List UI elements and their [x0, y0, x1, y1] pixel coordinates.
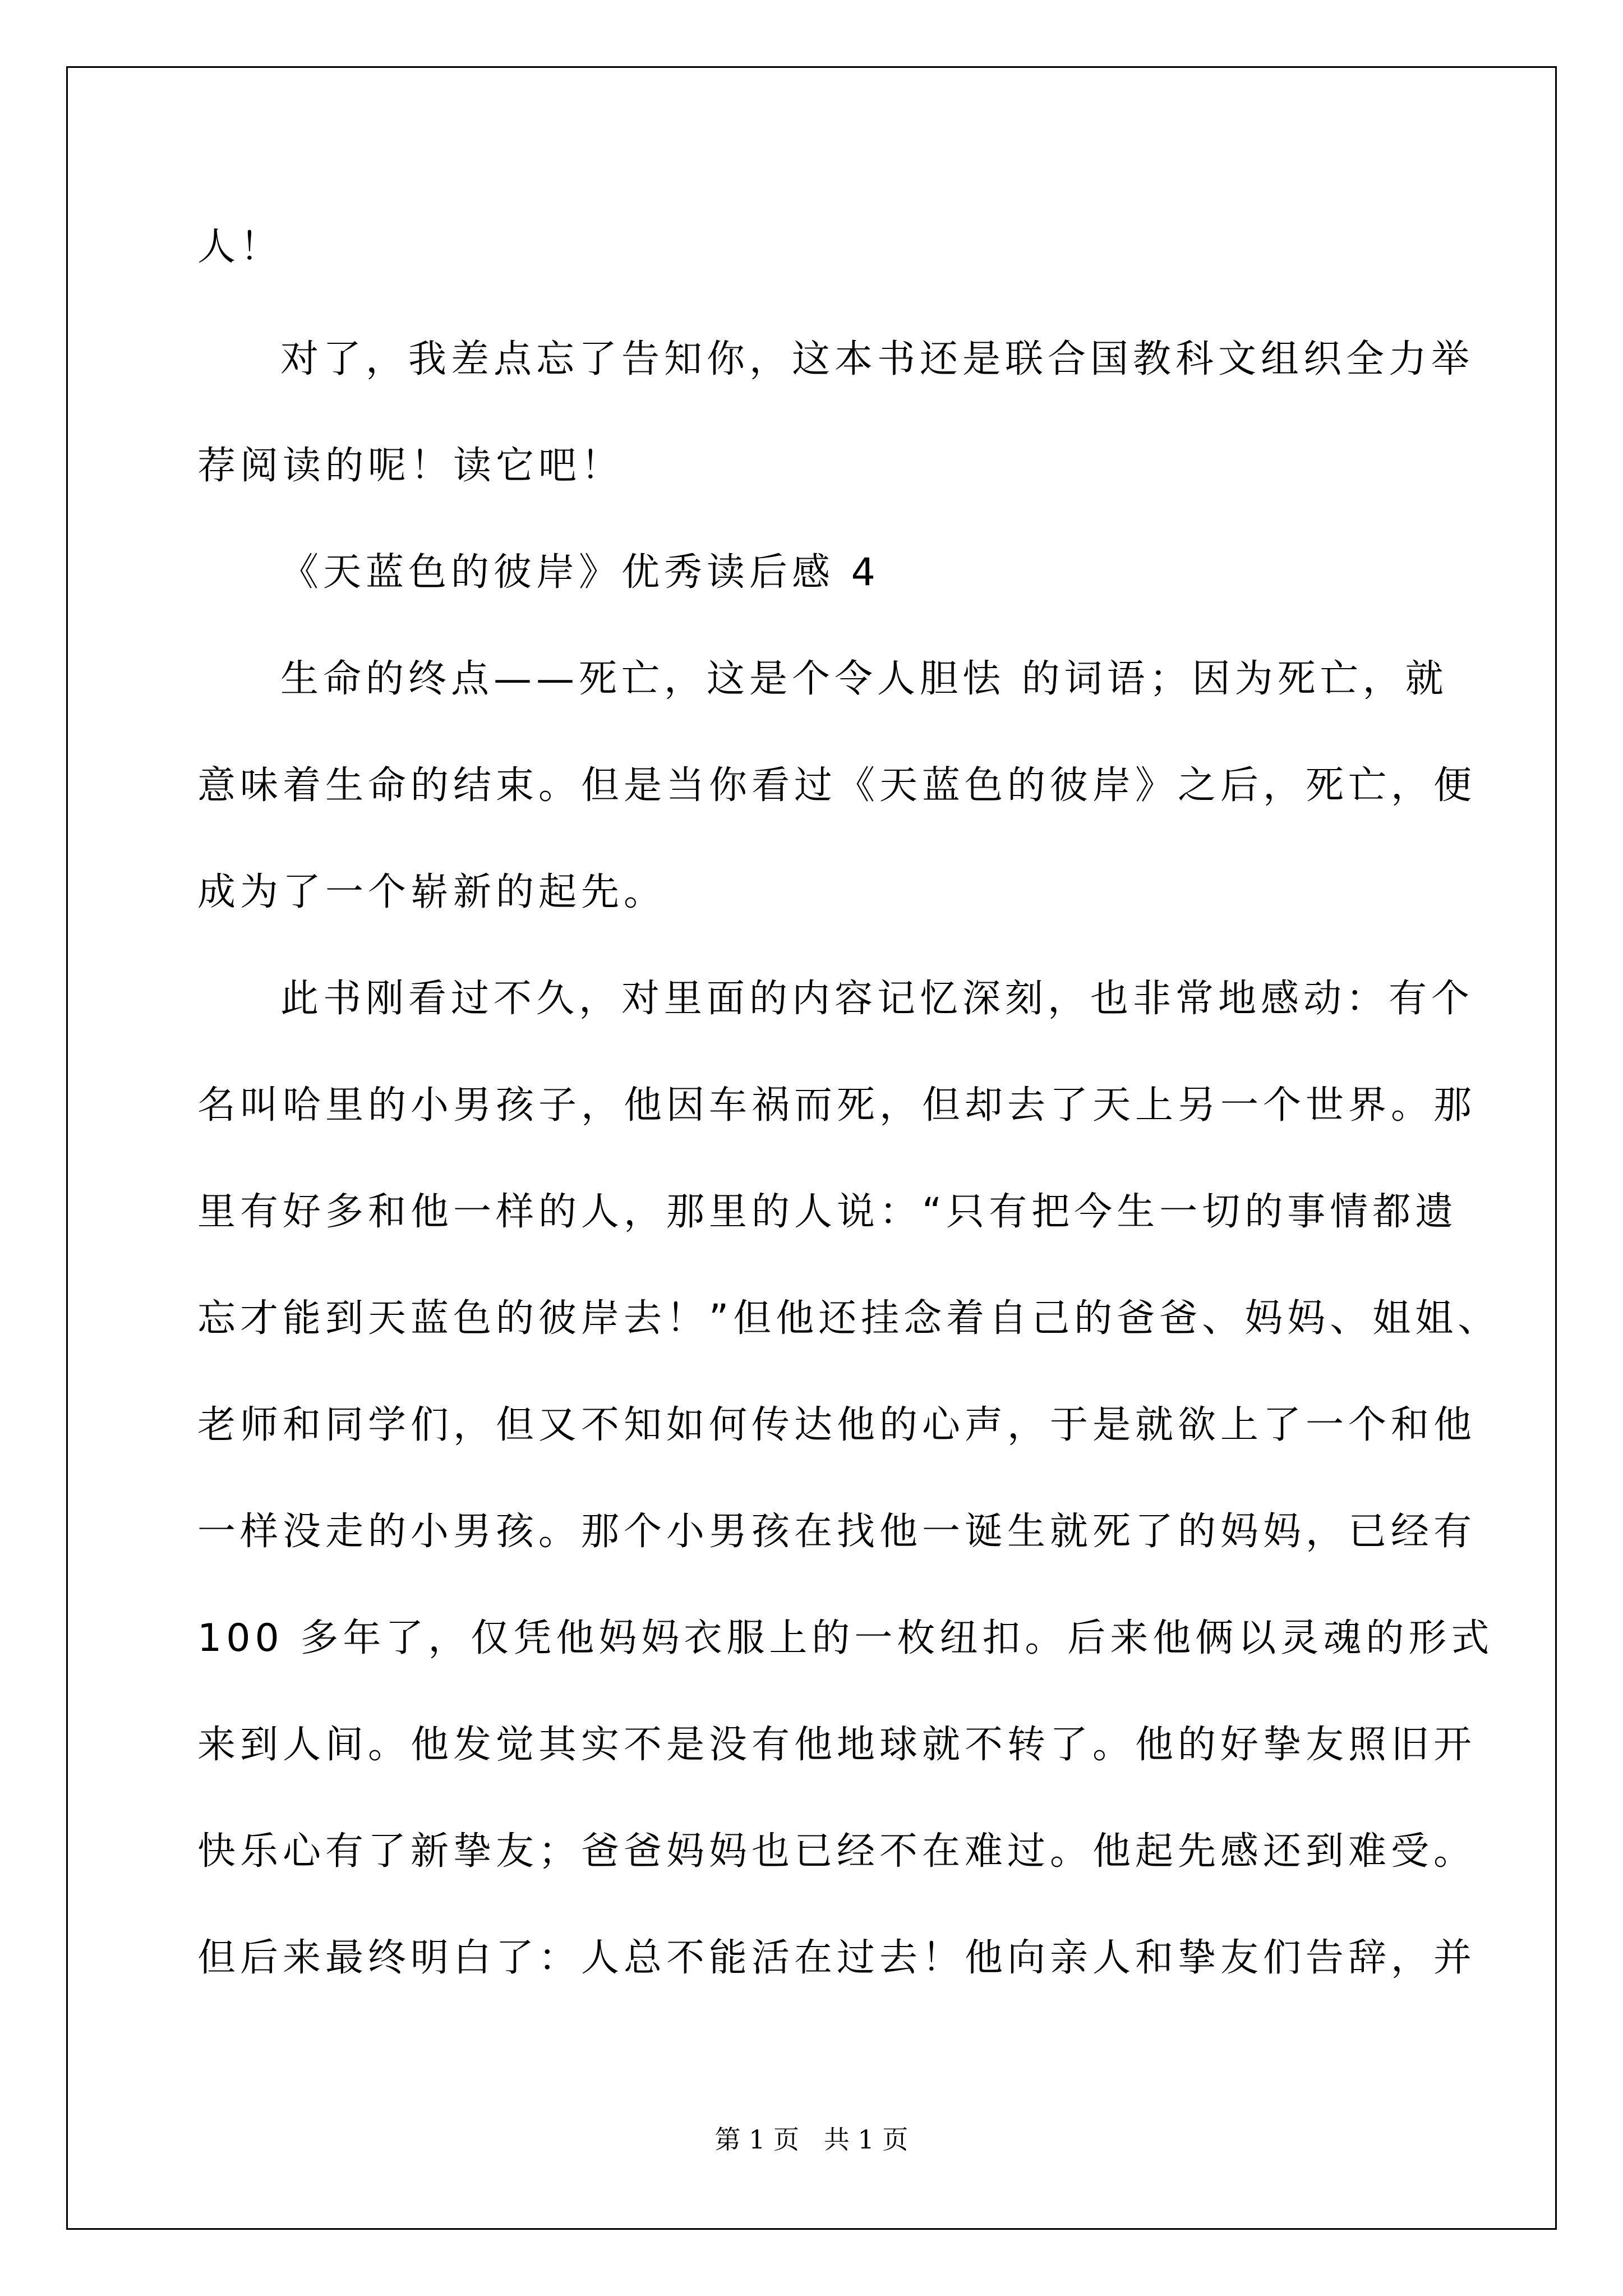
- text-line: 100 多年了，仅凭他妈妈衣服上的一枚纽扣。后来他俩以灵魂的形式: [197, 1616, 1494, 1660]
- text-line: 名叫哈里的小男孩子，他因车祸而死，但却去了天上另一个世界。那: [197, 1083, 1477, 1128]
- text-line: 意味着生命的结束。但是当你看过《天蓝色的彼岸》之后，死亡，便: [197, 763, 1477, 808]
- text-line: 人！: [197, 225, 283, 269]
- text-line: 荐阅读的呢！读它吧！: [197, 444, 624, 488]
- page-footer: 第 1 页 共 1 页: [714, 2124, 909, 2155]
- text-line: 忘才能到天蓝色的彼岸去！”但他还挂念着自己的爸爸、妈妈、姐姐、: [197, 1296, 1501, 1341]
- section-heading: 《天蓝色的彼岸》优秀读后感 4: [280, 550, 880, 595]
- text-line: 老师和同学们，但又不知如何传达他的心声，于是就欲上了一个和他: [197, 1403, 1477, 1447]
- text-line: 但后来最终明白了：人总不能活在过去！他向亲人和挚友们告辞，并: [197, 1936, 1477, 1980]
- page-border: [66, 66, 1557, 2230]
- text-line: 对了，我差点忘了告知你，这本书还是联合国教科文组织全力举: [280, 337, 1474, 381]
- text-line: 一样没走的小男孩。那个小男孩在找他一诞生就死了的妈妈，已经有: [197, 1510, 1477, 1554]
- text-line: 此书刚看过不久，对里面的内容记忆深刻，也非常地感动：有个: [280, 977, 1474, 1021]
- text-line: 来到人间。他发觉其实不是没有他地球就不转了。他的好挚友照旧开: [197, 1723, 1477, 1767]
- text-line: 里有好多和他一样的人，那里的人说：“只有把今生一切的事情都遗: [197, 1190, 1458, 1234]
- text-line: 快乐心有了新挚友；爸爸妈妈也已经不在难过。他起先感还到难受。: [197, 1829, 1477, 1874]
- text-line: 成为了一个崭新的起先。: [197, 870, 667, 914]
- text-line: 生命的终点——死亡，这是个令人胆怯 的词语；因为死亡，就: [280, 657, 1448, 701]
